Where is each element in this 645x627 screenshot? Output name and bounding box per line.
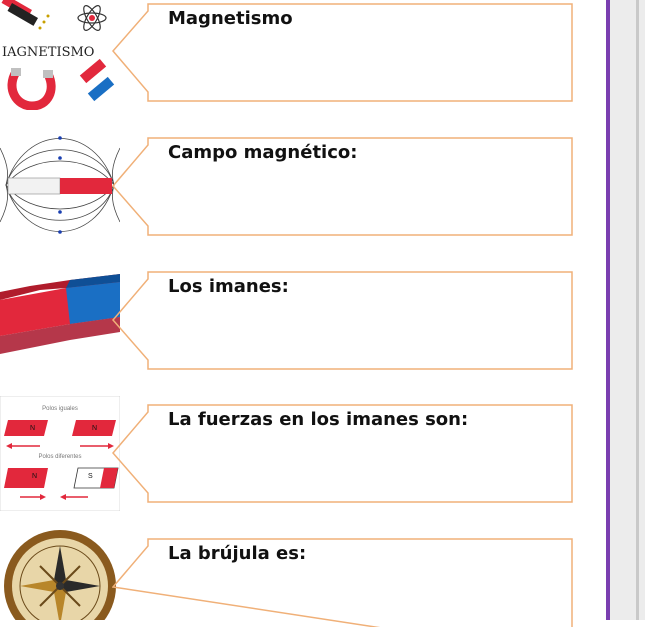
forces-callout [112,403,577,508]
compass-image [0,528,120,620]
magnetism-title: Magnetismo [168,8,293,29]
bar-magnet-image [0,262,120,377]
pole-label-n3: N [32,473,38,480]
scroll-strip [636,0,639,620]
magnetic-field-image [0,128,120,243]
right-gutter [610,0,645,620]
magnetic-field-title: Campo magnético: [168,142,358,163]
magnets-title: Los imanes: [168,276,289,297]
compass-title: La brújula es: [168,543,307,564]
magnets-callout [112,270,577,375]
compass-callout [112,537,577,627]
magnetic-field-callout [112,136,577,241]
equal-poles-label: Polos iguales [42,406,78,412]
pole-label-n1: N [30,425,36,432]
magnetism-image [0,0,120,110]
pole-label-n2: N [92,425,98,432]
magnetism-callout [112,2,577,107]
magnetic-forces-diagram [0,396,120,511]
pole-label-s: S [88,473,93,480]
image-label: IAGNETISMO [2,45,95,60]
forces-title: La fuerzas en los imanes son: [168,409,469,430]
different-poles-label: Polos diferentes [38,454,82,460]
